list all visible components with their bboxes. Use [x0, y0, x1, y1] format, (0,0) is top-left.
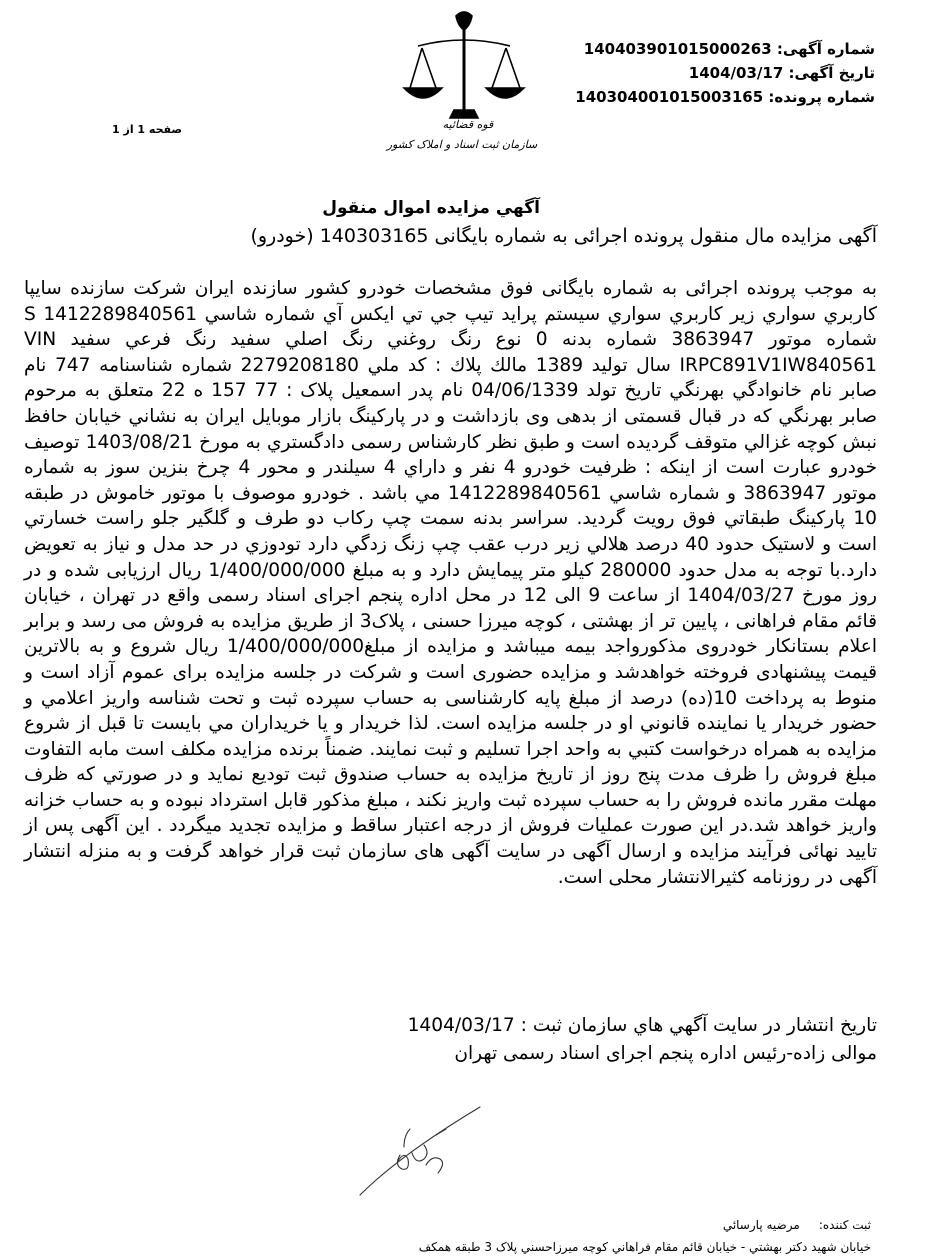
body-text — [24, 276, 877, 890]
signatory-line: موالی زاده-رئیس اداره پنجم اجرای اسناد رسمی تهران — [454, 1043, 877, 1064]
logo-text-top: قوه قضائیه — [442, 118, 494, 131]
file-number-row — [575, 88, 875, 106]
ad-number-label: شماره آگهی: — [776, 40, 875, 58]
document-subtitle: آگهی مزایده مال منقول پرونده اجرائی به شماره بایگانی 140303165 (خودرو) — [250, 225, 877, 247]
body-paragraph: به موجب پرونده اجرائی به شماره بایگانی فوق مشخصات خودرو کشور سازنده ایران شرکت سازنده سایپا کاربري سواري زير کاربري سواري سيستم پرايد تيپ جي تي ايکس آي شماره شاسي S 1412289840561 شماره موتور 3863947 شماره بدنه 0 نوع رنگ روغني رنگ اصلي سفيد رنگ فرعي سفيد VIN IRPC891V1IW840561 سال توليد 1389 مالك پلاك : كد ملي 2279208180 شماره شناسنامه 747 نام صابر نام خانوادگي بهرنگي تاريخ تولد 04/06/1339 نام پدر اسمعيل پلاک : 77 157 ه 22 متعلق به مرحوم صابر بهرنگي که در قبال قسمتی از بدهی وی بازداشت و در پارکينگ بازار موبايل ايران به نشاني خيابان حافظ نبش کوچه غزالي متوقف گرديده است و طبق نظر کارشناس رسمی دادگستري به مورخ 1403/08/21 توصيف خودرو عبارت است از اينکه : ظرفيت خودرو 4 نفر و داراي 4 سيلندر و محور 4 چرخ بنزين سوز به شماره موتور 3863947 و شماره شاسي 1412289840561 مي باشد . خودرو موصوف با موتور خاموش در طبقه 10 پارکينگ طبقاتي فوق رويت گرديد. سراسر بدنه سمت چپ رکاب دو طرف و گلگير جلو راست خسارتي است و لاستيک حدود 40 درصد هلالي زير درب عقب چپ زنگ زدگي دارد تودوزي در حد مدل و نياز به تعويض دارد.با توجه به مدل حدود 280000 كيلو متر پيمايش دارد و به مبلغ 1/400/000/000 ريال ارزيابی شده و در روز مورخ 1404/03/27 از ساعت 9 الی 12 در محل اداره پنجم اجرای اسناد رسمی واقع در تهران ، خيابان قائم مقام فراهانی ، پايين تر از بهشتی ، کوچه ميرزا حسنی ، پلاک3 از طريق مزايده به فروش می رسد و برابر اعلام بستانکار خودروی مذکورواجد بیمه میباشد و مزايده از مبلغ1/400/000/000 ريال شروع و به بالاترين قيمت پيشنهادی فروخته خواهدشد و مزایده حضوری است و شرکت در جلسه مزایده برای عموم آزاد است و منوط به پرداخت 10(ده) درصد از مبلغ پایه کارشناسی به حساب سپرده ثبت و تحت شناسه واریز اعلامي و حضور خریدار یا نماینده قانوني او در جلسه مزایده است. لذا خریدار و یا خریداران مي بایست تا قبل از شروع مزایده به همراه درخواست کتبي به واحد اجرا تسلیم و ثبت نمایند. ضمناً برنده مزایده مکلف است مابه التفاوت مبلغ فروش را ظرف مدت پنج روز از تاریخ مزایده به حساب صندوق ثبت تودیع نماید و در صورتي که ظرف مهلت مقرر مانده فروش را به حساب سپرده ثبت واریز نکند ، مبلغ مذکور قابل استرداد نبوده و به حساب خزانه واریز خواهد شد.در این صورت عملیات فروش از درجه اعتبار ساقط و مزایده تجدید میگردد . این آگهی پس از تایید نهائی فرآیند مزایده و ارسال آگهی در سایت آگهی های سازمان ثبت قرار خواهد گرفت و به منزله انتشار آگهی در روزنامه کثیرالانتشار محلی است. — [24, 278, 878, 888]
ad-date-row — [689, 64, 875, 82]
registrar-row — [723, 1218, 871, 1232]
logo-text-bottom: سازمان ثبت اسناد و املاک کشور — [386, 138, 538, 151]
registrar-name: مرضیه پارسائي — [722, 1218, 800, 1232]
judiciary-emblem — [378, 6, 550, 166]
publish-date-line: تاریخ انتشار در سایت آگهي هاي سازمان ثبت : 1404/03/17 — [407, 1015, 877, 1036]
ad-number: 140403901015000263 — [583, 40, 772, 58]
ad-date-label: تاریخ آگهی: — [788, 64, 875, 82]
file-number-label: شماره پرونده: — [768, 88, 875, 106]
ad-date: 1404/03/17 — [688, 64, 784, 82]
ad-number-row — [584, 40, 875, 58]
registrar-label: ثبت کننده: — [818, 1218, 871, 1232]
document-title: آگهي مزايده اموال منقول — [322, 198, 540, 218]
handwritten-signature — [340, 1095, 510, 1205]
page-number: صفحه 1 از 1 — [112, 123, 183, 136]
file-number: 140304001015003165 — [575, 88, 764, 106]
footer-address: خیابان شهید دکتر بهشتي - خیابان قائم مقام فراهاني کوچه میرزاحسني پلاک 3 طبقه همکف — [418, 1240, 871, 1254]
